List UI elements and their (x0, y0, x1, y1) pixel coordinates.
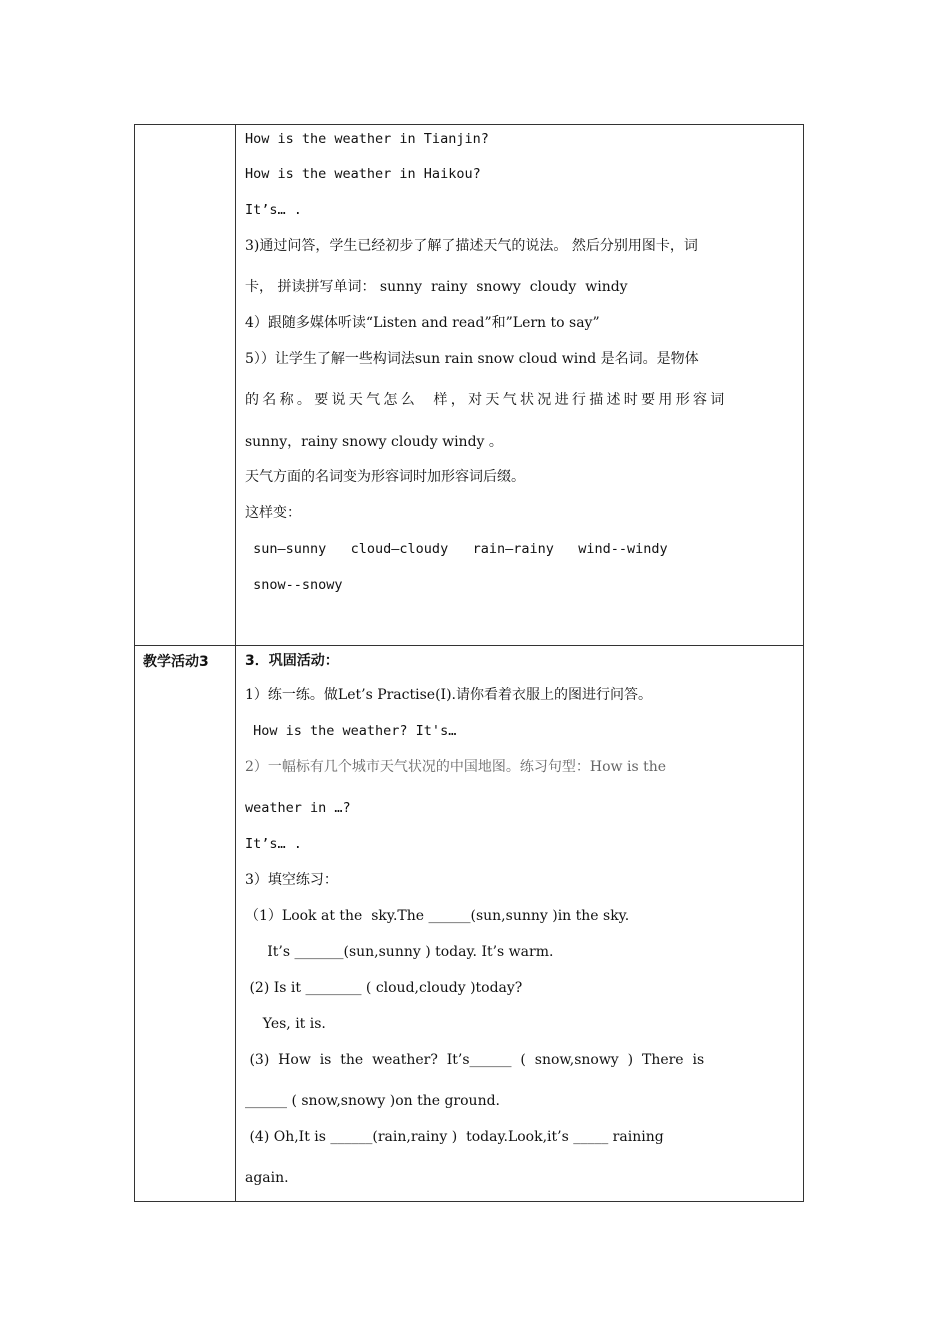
exercise-line: Yes, it is. (245, 1016, 326, 1032)
column-divider (235, 125, 236, 1201)
exercise-line: (4) Oh,It is ______(rain,rainy ) today.Look,it’s _____ raining (245, 1129, 664, 1145)
text-line: 2）一幅标有几个城市天气状况的中国地图。练习句型：How is the (245, 759, 667, 775)
section-heading: 3．巩固活动： (245, 653, 339, 669)
row-divider (135, 645, 803, 646)
exercise-line: （1）Look at the sky.The ______(sun,sunny )in the sky. (245, 908, 630, 924)
exercise-line: (2) Is it ________ ( cloud,cloudy )today? (245, 980, 523, 996)
exercise-line: It’s _______(sun,sunny ) today. It’s warm. (245, 944, 554, 960)
text-line: 的名称。要说天气怎么 样，对天气状况进行描述时要用形容词 (245, 392, 728, 408)
activity-label: 教学活动3 (143, 654, 209, 670)
text-line: 卡， 拼读拼写单词： sunny rainy snowy cloudy windy (245, 279, 628, 295)
exercise-line: again. (245, 1170, 289, 1186)
text-line: 1）练一练。做Let’s Practise(I).请你看着衣服上的图进行问答。 (245, 687, 652, 703)
text-line: 5））让学生了解一些构词法sun rain snow cloud wind 是名词。是物体 (245, 351, 699, 367)
exercise-line: (3) How is the weather? It’s______ ( snow,snowy ) There is (245, 1052, 705, 1068)
text-line: It’s… . (245, 836, 302, 852)
text-line: 3)通过问答，学生已经初步了解了描述天气的说法。 然后分别用图卡，词 (245, 238, 698, 254)
text-line: sunny，rainy snowy cloudy windy 。 (245, 434, 503, 450)
exercise-line: ______ ( snow,snowy )on the ground. (245, 1093, 501, 1109)
text-line: How is the weather in Haikou? (245, 166, 481, 182)
text-line: 这样变： (245, 505, 301, 521)
text-line: 天气方面的名词变为形容词时加形容词后缀。 (245, 469, 525, 485)
text-line: How is the weather? It's… (245, 723, 457, 739)
lesson-table (134, 124, 804, 1202)
text-line: snow--snowy (245, 577, 343, 593)
text-line: It’s… . (245, 202, 302, 218)
text-line: 4）跟随多媒体听读“Listen and read”和”Lern to say” (245, 315, 600, 331)
text-line: How is the weather in Tianjin? (245, 131, 489, 147)
text-line: weather in …? (245, 800, 351, 816)
text-line: 3）填空练习： (245, 872, 338, 888)
text-line: sun—sunny cloud—cloudy rain—rainy wind--windy (245, 541, 668, 557)
